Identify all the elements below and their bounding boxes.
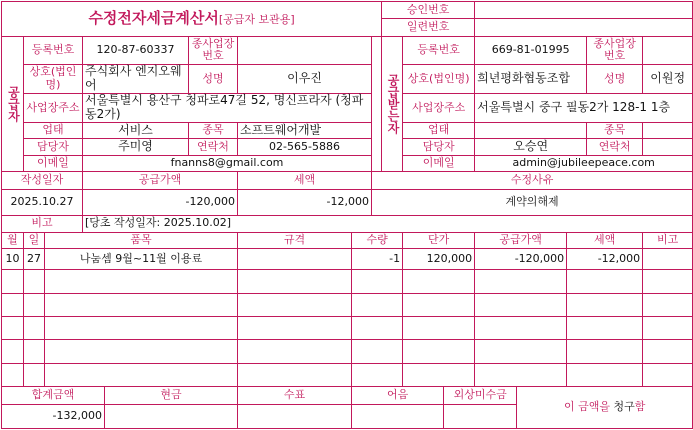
supplier-reg-no: 120-87-60337 (83, 36, 189, 64)
col-day: 일 (24, 232, 45, 248)
item-row (2, 317, 693, 340)
col-qty: 수량 (352, 232, 403, 248)
item-spec (238, 340, 352, 363)
issue-date-label: 작성일자 (2, 171, 83, 189)
credit-amount (444, 405, 517, 429)
supplier-manager-label: 담당자 (24, 139, 83, 155)
column-gap (372, 36, 382, 171)
col-note: 비고 (643, 232, 693, 248)
item-row (2, 363, 693, 386)
note-value: [당초 작성일자: 2025.10.02] (83, 215, 693, 232)
supplier-address: 서울특별시 용산구 청파로47길 52, 명신프라자 (청파동2가) (83, 94, 372, 123)
buyer-address: 서울특별시 중구 필동2가 128-1 1층 (475, 94, 693, 123)
item-supply (475, 317, 567, 340)
claim-statement: 이 금액을 청구함 (517, 387, 693, 429)
item-supply: -120,000 (475, 249, 567, 270)
col-month: 월 (2, 232, 24, 248)
buyer-branch-no (643, 36, 693, 64)
supplier-side-label: 공급자 (2, 36, 24, 171)
buyer-manager: 오승연 (475, 139, 587, 155)
supplier-biz-type-label: 업태 (24, 123, 83, 139)
buyer-company: 희년평화협동조합 (475, 64, 587, 93)
item-row (2, 249, 693, 270)
item-supply (475, 340, 567, 363)
bill-label: 어음 (352, 387, 444, 405)
item-day (24, 340, 45, 363)
supplier-email-label: 이메일 (24, 155, 83, 171)
item-unit-price (403, 317, 475, 340)
item-month (2, 317, 24, 340)
item-qty (352, 270, 403, 293)
item-qty: -1 (352, 249, 403, 270)
item-month (2, 340, 24, 363)
supplier-biz-type: 서비스 (83, 123, 189, 139)
buyer-reg-no: 669-81-01995 (475, 36, 587, 64)
item-day: 27 (24, 249, 45, 270)
buyer-contact (643, 139, 693, 155)
amend-reason: 계약의해제 (372, 190, 693, 215)
buyer-address-label: 사업장주소 (403, 94, 475, 123)
credit-label: 외상미수금 (444, 387, 517, 405)
supplier-branch-no (238, 36, 372, 64)
serial-number-value (475, 19, 693, 36)
item-supply (475, 363, 567, 386)
col-supply: 공급가액 (475, 232, 567, 248)
buyer-email-label: 이메일 (403, 155, 475, 171)
supplier-ceo: 이우진 (238, 64, 372, 93)
supplier-address-label: 사업장주소 (24, 94, 83, 123)
item-tax (567, 363, 643, 386)
item-note (643, 317, 693, 340)
supplier-biz-item-label: 종목 (189, 123, 238, 139)
item-spec (238, 270, 352, 293)
item-qty (352, 317, 403, 340)
supplier-email: fnanns8@gmail.com (83, 155, 372, 171)
supplier-biz-item: 소프트웨어개발 (238, 123, 372, 139)
approval-number-label: 승인번호 (382, 2, 475, 19)
item-day (24, 363, 45, 386)
col-tax: 세액 (567, 232, 643, 248)
item-month (2, 270, 24, 293)
item-supply (475, 270, 567, 293)
issue-date: 2025.10.27 (2, 190, 83, 215)
item-name (45, 340, 238, 363)
item-row (2, 270, 693, 293)
supplier-branch-no-label: 종사업장번호 (189, 36, 238, 64)
amend-reason-label: 수정사유 (372, 171, 693, 189)
col-unit-price: 단가 (403, 232, 475, 248)
item-unit-price: 120,000 (403, 249, 475, 270)
item-qty (352, 363, 403, 386)
item-unit-price (403, 270, 475, 293)
col-spec: 규격 (238, 232, 352, 248)
buyer-manager-label: 담당자 (403, 139, 475, 155)
item-tax: -12,000 (567, 249, 643, 270)
buyer-reg-no-label: 등록번호 (403, 36, 475, 64)
item-qty (352, 340, 403, 363)
tax-invoice-table (1, 1, 693, 429)
supplier-ceo-label: 성명 (189, 64, 238, 93)
buyer-biz-type-label: 업태 (403, 123, 475, 139)
item-spec (238, 249, 352, 270)
item-note (643, 293, 693, 316)
buyer-email: admin@jubileepeace.com (475, 155, 693, 171)
item-tax (567, 270, 643, 293)
supplier-contact-label: 연락처 (189, 139, 238, 155)
supplier-company-label: 상호(법인명) (24, 64, 83, 93)
supply-amount: -120,000 (83, 190, 238, 215)
check-label: 수표 (238, 387, 352, 405)
item-qty (352, 293, 403, 316)
supply-amount-label: 공급가액 (83, 171, 238, 189)
item-note (643, 270, 693, 293)
item-name: 나눔셈 9월~11월 이용료 (45, 249, 238, 270)
item-unit-price (403, 363, 475, 386)
buyer-ceo: 이원정 (643, 64, 693, 93)
item-note (643, 363, 693, 386)
item-unit-price (403, 340, 475, 363)
cash-amount (105, 405, 238, 429)
buyer-biz-type (475, 123, 587, 139)
buyer-branch-no-label: 종사업장번호 (587, 36, 643, 64)
total-amount: -132,000 (2, 405, 105, 429)
buyer-biz-item (643, 123, 693, 139)
buyer-contact-label: 연락처 (587, 139, 643, 155)
bill-amount (352, 405, 444, 429)
item-name (45, 317, 238, 340)
item-row (2, 340, 693, 363)
check-amount (238, 405, 352, 429)
item-tax (567, 293, 643, 316)
invoice-title: 수정전자세금계산서[공급자 보관용] (2, 2, 382, 37)
item-tax (567, 317, 643, 340)
note-label: 비고 (2, 215, 83, 232)
item-name (45, 270, 238, 293)
supplier-manager: 주미영 (83, 139, 189, 155)
supplier-contact: 02-565-5886 (238, 139, 372, 155)
item-supply (475, 293, 567, 316)
item-name (45, 293, 238, 316)
item-tax (567, 340, 643, 363)
total-amount-label: 합계금액 (2, 387, 105, 405)
item-spec (238, 363, 352, 386)
item-unit-price (403, 293, 475, 316)
item-note (643, 249, 693, 270)
item-row (2, 293, 693, 316)
serial-number-label: 일련번호 (382, 19, 475, 36)
item-month: 10 (2, 249, 24, 270)
item-note (643, 340, 693, 363)
item-day (24, 270, 45, 293)
item-month (2, 363, 24, 386)
tax-amount: -12,000 (238, 190, 372, 215)
buyer-ceo-label: 성명 (587, 64, 643, 93)
item-day (24, 293, 45, 316)
supplier-reg-no-label: 등록번호 (24, 36, 83, 64)
buyer-biz-item-label: 종목 (587, 123, 643, 139)
item-spec (238, 317, 352, 340)
col-item-name: 품목 (45, 232, 238, 248)
item-spec (238, 293, 352, 316)
item-day (24, 317, 45, 340)
item-month (2, 293, 24, 316)
cash-label: 현금 (105, 387, 238, 405)
supplier-company: 주식회사 엔지오웨어 (83, 64, 189, 93)
approval-number-value (475, 2, 693, 19)
item-name (45, 363, 238, 386)
buyer-company-label: 상호(법인명) (403, 64, 475, 93)
tax-amount-label: 세액 (238, 171, 372, 189)
buyer-side-label: 공급받는자 (382, 36, 403, 171)
